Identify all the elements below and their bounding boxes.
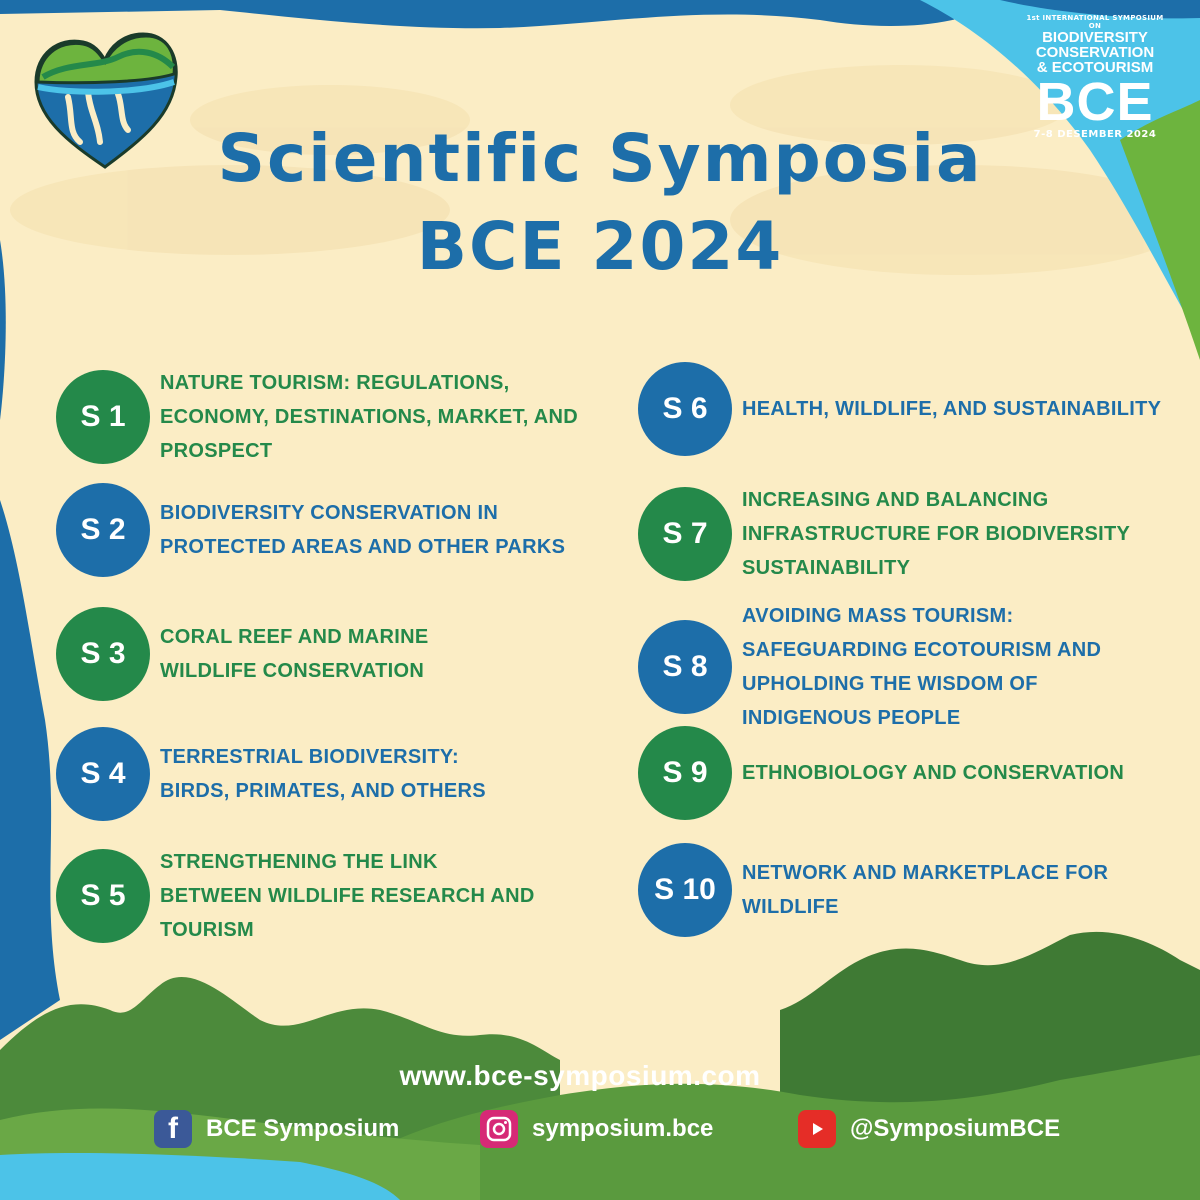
session-badge: S 8	[638, 620, 732, 714]
session-badge: S 5	[56, 849, 150, 943]
brand-line-3: & ECOTOURISM	[1036, 59, 1154, 76]
session-badge: S 3	[56, 607, 150, 701]
brand-acronym: BCE	[1036, 72, 1154, 132]
brand-superscript: 1st INTERNATIONAL SYMPOSIUM ON	[1026, 14, 1164, 30]
session-title: INCREASING AND BALANCING INFRASTRUCTURE FOR BIODIVERSITY SUSTAINABILITY	[742, 489, 1130, 579]
instagram-link[interactable]	[480, 1110, 713, 1148]
session-item-s10	[638, 843, 1200, 937]
session-item-s1	[56, 366, 600, 468]
session-title: CORAL REEF AND MARINE WILDLIFE CONSERVATION	[160, 626, 429, 682]
session-badge: S 10	[638, 843, 732, 937]
youtube-icon	[798, 1110, 836, 1148]
session-title: NETWORK AND MARKETPLACE FOR WILDLIFE	[742, 862, 1109, 918]
instagram-handle: symposium.bce	[532, 1115, 714, 1142]
session-title: ETHNOBIOLOGY AND CONSERVATION	[742, 762, 1125, 784]
brand-dates: 7-8 DESEMBER 2024	[1033, 129, 1157, 140]
session-badge: S 4	[56, 727, 150, 821]
session-badge: S 2	[56, 483, 150, 577]
brand-line-2: CONSERVATION	[1035, 44, 1155, 61]
page-subtitle: BCE 2024	[416, 208, 784, 285]
session-title: HEALTH, WILDLIFE, AND SUSTAINABILITY	[742, 398, 1162, 420]
session-badge: S 9	[638, 726, 732, 820]
session-title: NATURE TOURISM: REGULATIONS, ECONOMY, DESTINATIONS, MARKET, AND PROSPECT	[160, 372, 578, 462]
page-title: Scientific Symposia	[217, 120, 983, 197]
facebook-link[interactable]	[154, 1110, 399, 1148]
facebook-handle: BCE Symposium	[206, 1115, 400, 1142]
session-item-s7	[638, 483, 1132, 585]
youtube-link[interactable]	[798, 1110, 1060, 1148]
session-badge: S 6	[638, 362, 732, 456]
session-badge: S 7	[638, 487, 732, 581]
instagram-icon	[480, 1110, 518, 1148]
session-item-s4	[56, 727, 520, 821]
session-item-s6	[638, 362, 1182, 456]
session-title: TERRESTRIAL BIODIVERSITY: BIRDS, PRIMATES, AND OTHERS	[160, 746, 486, 802]
facebook-icon: f	[154, 1110, 192, 1148]
session-item-s3	[56, 607, 520, 701]
brand-line-1: BIODIVERSITY	[1042, 29, 1148, 46]
session-item-s8	[638, 599, 1172, 735]
session-badge: S 1	[56, 370, 150, 464]
session-title: STRENGTHENING THE LINK BETWEEN WILDLIFE RESEARCH AND TOURISM	[160, 851, 535, 941]
session-title: AVOIDING MASS TOURISM: SAFEGUARDING ECOTOURISM AND UPHOLDING THE WISDOM OF INDIGENOUS PEOPLE	[742, 605, 1102, 729]
session-item-s5	[56, 845, 540, 947]
youtube-handle: @SymposiumBCE	[850, 1115, 1061, 1142]
session-title: BIODIVERSITY CONSERVATION IN PROTECTED AREAS AND OTHER PARKS	[160, 502, 566, 558]
session-item-s2	[56, 483, 580, 577]
session-item-s9	[638, 726, 1182, 820]
website-link[interactable]: www.bce-symposium.com	[399, 1060, 761, 1091]
